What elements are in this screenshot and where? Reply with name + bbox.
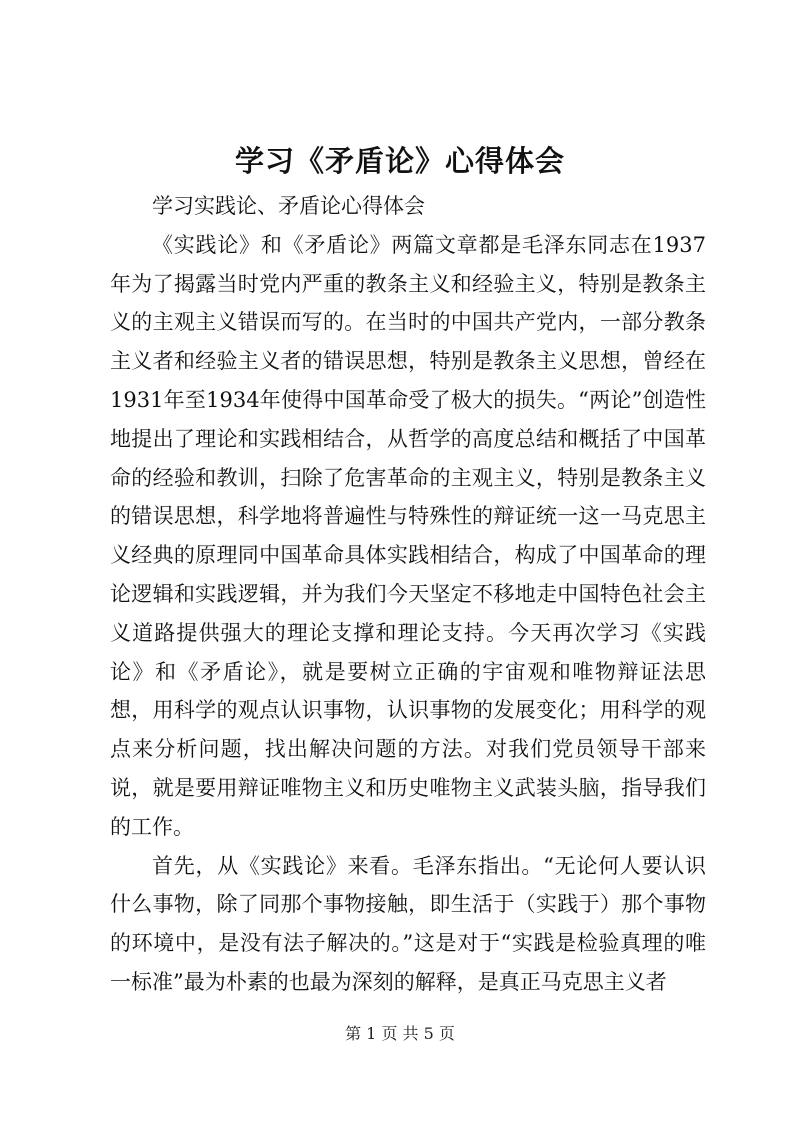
- body-paragraph-2: 首先，从《实践论》来看。毛泽东指出。“无论何人要认识什么事物，除了同那个事物接触，即生活于（实践于）那个事物的环境中，是没有法子解决的。”这是对于“实践是检验真理的唯一标准”最为朴素的也最为深刻的解释，是真正马克思主义者: [110, 853, 706, 994]
- document-body: [110, 187, 706, 1002]
- document-title: 学习《矛盾论》心得体会: [234, 144, 565, 178]
- body-paragraph-1: 《实践论》和《矛盾论》两篇文章都是毛泽东同志在1937年为了揭露当时党内严重的教条主义和经验主义，特别是教条主义的主观主义错误而写的。在当时的中国共产党内，一部分教条主义者和经验主义者的错误思想，特别是教条主义思想，曾经在1931年至1934年使得中国革命受了极大的损失。“两论”创造性地提出了理论和实践相结合，从哲学的高度总结和概括了中国革命的经验和教训，扫除了危害革命的主观主义，特别是教条主义的错误思想，科学地将普遍性与特殊性的辩证统一这一马克思主义经典的原理同中国革命具体实践相结合，构成了中国革命的理论逻辑和实践逻辑，并为我们今天坚定不移地走中国特色社会主义道路提供强大的理论支撑和理论支持。今天再次学习《实践论》和《矛盾论》，就是要树立正确的宇宙观和唯物辩证法思想，用科学的观点认识事物，认识事物的发展变化；用科学的观点来分析问题，找出解决问题的方法。对我们党员领导干部来说，就是要用辩证唯物主义和历史唯物主义武装头脑，指导我们的工作。: [110, 232, 706, 839]
- page-footer: 第 1 页 共 5 页: [345, 1024, 455, 1043]
- document-subtitle: 学习实践论、矛盾论心得体会: [152, 194, 425, 218]
